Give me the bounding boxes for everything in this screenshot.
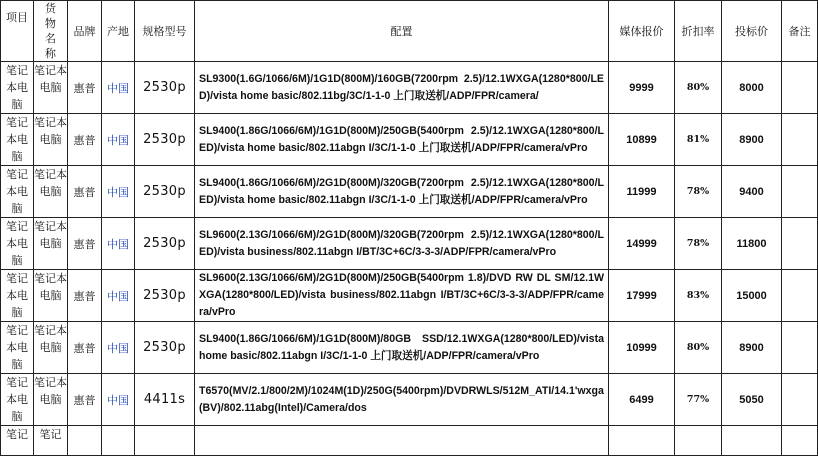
bid-price-cell: 8900 [722,114,782,166]
goods-name-cell: 笔记 [34,426,68,456]
model-cell: 2530p [135,166,195,218]
brand-cell: 惠普 [68,374,102,426]
discount-cell: 83% [675,270,722,322]
table-body [1,62,818,456]
discount-cell: 78% [675,218,722,270]
config-cell [195,426,609,456]
origin-cell: 中国 [102,374,135,426]
item-cell: 笔记本电脑 [1,374,34,426]
config-cell: SL9300(1.6G/1066/6M)/1G1D(800M)/160GB(7200rpm 2.5)/12.1WXGA(1280*800/LED)/vista home basic/802.11bg/3C/1-1-0 上门取送机/ADP/FPR/camera/ [195,62,609,114]
item-cell: 笔记 [1,426,34,456]
table-row [1,62,818,114]
brand-cell: 惠普 [68,62,102,114]
origin-cell [102,426,135,456]
model-cell [135,426,195,456]
goods-name-cell: 笔记本电脑 [34,218,68,270]
goods-name-cell: 笔记本电脑 [34,322,68,374]
origin-cell: 中国 [102,218,135,270]
item-cell: 笔记本电脑 [1,166,34,218]
discount-cell: 80% [675,62,722,114]
discount-cell [675,426,722,456]
item-cell: 笔记本电脑 [1,218,34,270]
model-cell: 4411s [135,374,195,426]
bid-price-cell: 8900 [722,322,782,374]
header-discount: 折扣率 [675,1,722,62]
brand-cell: 惠普 [68,166,102,218]
origin-cell: 中国 [102,166,135,218]
remark-cell [782,166,818,218]
goods-name-cell: 笔记本电脑 [34,166,68,218]
config-cell: SL9400(1.86G/1066/6M)/1G1D(800M)/250GB(5400rpm 2.5)/12.1WXGA(1280*800/LED)/vista home basic/802.11abgn I/3C/1-1-0 上门取送机/ADP/FPR/camera/vPro [195,114,609,166]
origin-cell: 中国 [102,270,135,322]
table-row [1,166,818,218]
remark-cell [782,322,818,374]
bid-price-cell: 11800 [722,218,782,270]
goods-name-cell: 笔记本电脑 [34,62,68,114]
config-cell: SL9400(1.86G/1066/6M)/1G1D(800M)/80GB SSD/12.1WXGA(1280*800/LED)/vista home basic/802.11abgn I/3C/1-1-0 上门取送机/ADP/FPR/camera/vPro [195,322,609,374]
discount-cell: 78% [675,166,722,218]
model-cell: 2530p [135,322,195,374]
header-bid-price: 投标价 [722,1,782,62]
media-price-cell: 14999 [609,218,675,270]
header-config: 配置 [195,1,609,62]
header-goods-name: 货物名称 [34,1,68,62]
remark-cell [782,270,818,322]
origin-cell: 中国 [102,322,135,374]
header-row [1,1,818,62]
origin-cell: 中国 [102,62,135,114]
header-model: 规格型号 [135,1,195,62]
item-cell: 笔记本电脑 [1,114,34,166]
brand-cell: 惠普 [68,114,102,166]
header-media-price: 媒体报价 [609,1,675,62]
bid-price-cell: 9400 [722,166,782,218]
media-price-cell [609,426,675,456]
brand-cell: 惠普 [68,218,102,270]
table-row [1,322,818,374]
origin-cell: 中国 [102,114,135,166]
remark-cell [782,114,818,166]
media-price-cell: 11999 [609,166,675,218]
header-remark: 备注 [782,1,818,62]
model-cell: 2530p [135,218,195,270]
model-cell: 2530p [135,270,195,322]
bid-price-cell: 5050 [722,374,782,426]
media-price-cell: 17999 [609,270,675,322]
table-row [1,218,818,270]
brand-cell: 惠普 [68,322,102,374]
item-cell: 笔记本电脑 [1,322,34,374]
config-cell: SL9400(1.86G/1066/6M)/2G1D(800M)/320GB(7200rpm 2.5)/12.1WXGA(1280*800/LED)/vista home basic/802.11abgn I/3C/1-1-0 上门取送机/ADP/FPR/camera/vPro [195,166,609,218]
bid-price-cell [722,426,782,456]
remark-cell [782,426,818,456]
item-cell: 笔记本电脑 [1,270,34,322]
model-cell: 2530p [135,62,195,114]
discount-cell: 77% [675,374,722,426]
config-cell: T6570(MV/2.1/800/2M)/1024M(1D)/250G(5400rpm)/DVDRWLS/512M_ATI/14.1'wxga(BV)/802.11abg(Intel)/Camera/dos [195,374,609,426]
media-price-cell: 10899 [609,114,675,166]
goods-name-cell: 笔记本电脑 [34,114,68,166]
bid-price-cell: 15000 [722,270,782,322]
goods-name-cell: 笔记本电脑 [34,374,68,426]
model-cell: 2530p [135,114,195,166]
table-row [1,426,818,456]
remark-cell [782,62,818,114]
config-cell: SL9600(2.13G/1066/6M)/2G1D(800M)/250GB(5400rpm 1.8)/DVD RW DL SM/12.1WXGA(1280*800/LED)/vista business/802.11abgn I/BT/3C+6C/3-3-3/ADP/FPR/camera/vPro [195,270,609,322]
discount-cell: 81% [675,114,722,166]
media-price-cell: 9999 [609,62,675,114]
discount-cell: 80% [675,322,722,374]
table-row [1,114,818,166]
brand-cell [68,426,102,456]
config-cell: SL9600(2.13G/1066/6M)/2G1D(800M)/320GB(7200rpm 2.5)/12.1WXGA(1280*800/LED)/vista business/802.11abgn I/BT/3C+6C/3-3-3/ADP/FPR/camera/vPro [195,218,609,270]
table-row [1,270,818,322]
item-cell: 笔记本电脑 [1,62,34,114]
remark-cell [782,218,818,270]
bid-price-cell: 8000 [722,62,782,114]
brand-cell: 惠普 [68,270,102,322]
header-brand: 品牌 [68,1,102,62]
media-price-cell: 6499 [609,374,675,426]
header-item: 项目 [1,1,34,62]
goods-name-cell: 笔记本电脑 [34,270,68,322]
media-price-cell: 10999 [609,322,675,374]
header-origin: 产地 [102,1,135,62]
